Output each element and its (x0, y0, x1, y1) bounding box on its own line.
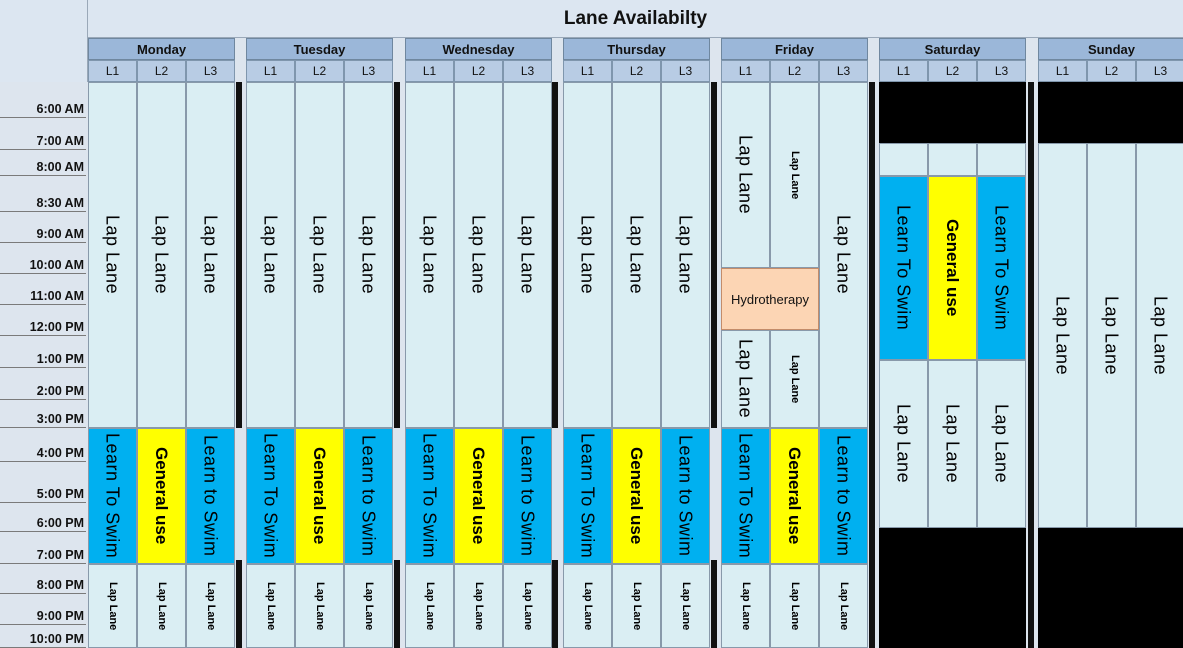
learn-to-swim-block (977, 176, 1026, 360)
block-label: Learn To Swim (893, 205, 914, 331)
block-label: Lap Lane (942, 404, 963, 484)
learn-to-swim-block (88, 428, 137, 564)
day-name: Friday (774, 41, 814, 57)
block-label: Lap Lane (789, 354, 801, 404)
lap-lane-block (770, 564, 819, 648)
lap-lane-block (819, 564, 868, 648)
lap-lane-block (503, 82, 552, 428)
lap-lane-block (721, 564, 770, 648)
block-label: General use (627, 447, 646, 545)
day-separator (394, 82, 400, 428)
lap-lane-block (186, 82, 235, 428)
lap-lane-block (770, 82, 819, 268)
block-label: Lap Lane (205, 581, 217, 631)
lap-lane-block (612, 82, 661, 428)
lap-lane-block (405, 82, 454, 428)
block-label: Lap Lane (151, 215, 172, 295)
lane-header (819, 60, 868, 82)
block-label: Lap Lane (424, 581, 436, 631)
block-label: Learn To Swim (577, 433, 598, 559)
learn-to-swim-block (819, 428, 868, 564)
day-separator (869, 82, 875, 648)
lane-header (295, 60, 344, 82)
block-label: Lap Lane (577, 215, 598, 295)
lane-name: L3 (994, 64, 1009, 78)
day-header-wednesday (405, 38, 552, 60)
lap-lane-block (563, 82, 612, 428)
block-label: Lap Lane (363, 581, 375, 631)
block-label: Lap Lane (789, 150, 801, 200)
day-name: Saturday (924, 41, 981, 57)
lap-lane-block (879, 360, 928, 528)
block-label: Learn to Swim (358, 435, 379, 557)
time-text: 4:00 PM (36, 446, 84, 460)
block-label: Learn To Swim (735, 433, 756, 559)
time-label (0, 626, 86, 648)
time-text: 9:00 AM (36, 227, 84, 241)
block-label: Learn To Swim (991, 205, 1012, 331)
lane-header (246, 60, 295, 82)
general-use-block (137, 428, 186, 564)
time-text: 5:00 PM (36, 487, 84, 501)
time-text: 8:00 AM (36, 160, 84, 174)
time-row-line (0, 427, 86, 428)
lane-name: L1 (1055, 64, 1070, 78)
day-header-saturday (879, 38, 1026, 60)
time-row-line (0, 461, 86, 462)
lane-name: L2 (471, 64, 486, 78)
lap-lane-block (88, 564, 137, 648)
block-label: Lap Lane (1101, 295, 1122, 376)
lane-header (1038, 60, 1087, 82)
time-row-line (0, 149, 86, 150)
learn-to-swim-block (186, 428, 235, 564)
closed-block (1038, 528, 1183, 648)
learn-to-swim-block (246, 428, 295, 564)
block-label: General use (310, 447, 329, 545)
block-label: Lap Lane (735, 339, 756, 419)
time-text: 1:00 PM (36, 352, 84, 366)
lap-lane-block (246, 564, 295, 648)
day-header-monday (88, 38, 235, 60)
general-use-block (928, 176, 977, 360)
lane-name: L3 (520, 64, 535, 78)
lap-lane-block (819, 82, 868, 428)
lap-lane-block (563, 564, 612, 648)
lane-header (661, 60, 710, 82)
day-separator (236, 82, 242, 428)
day-name: Thursday (607, 41, 666, 57)
time-row-line (0, 335, 86, 336)
time-label (0, 565, 86, 594)
time-row-line (0, 367, 86, 368)
block-label: Lap Lane (680, 581, 692, 631)
block-label: Lap Lane (309, 215, 330, 295)
lane-name: L3 (836, 64, 851, 78)
block-label: Lap Lane (626, 215, 647, 295)
time-text: 7:00 PM (36, 548, 84, 562)
lane-name: L3 (361, 64, 376, 78)
time-row-line (0, 242, 86, 243)
time-row-line (0, 273, 86, 274)
block-label: Lap Lane (582, 581, 594, 631)
block-label: Lap Lane (1150, 295, 1171, 376)
time-row-line (0, 117, 86, 118)
time-row-line (0, 593, 86, 594)
time-text: 10:00 AM (29, 258, 84, 272)
block-label: Lap Lane (517, 215, 538, 295)
sheet-title (88, 0, 1183, 38)
lane-header (186, 60, 235, 82)
lap-lane-block (503, 564, 552, 648)
time-row-line (0, 531, 86, 532)
sheet-title-text: Lane Availabilty (563, 7, 708, 29)
day-separator (552, 82, 558, 428)
learn-to-swim-block (405, 428, 454, 564)
lane-header (503, 60, 552, 82)
lane-header (344, 60, 393, 82)
lap-lane-block (928, 360, 977, 528)
lap-lane-block (879, 143, 928, 176)
lane-name: L1 (263, 64, 278, 78)
lane-header (137, 60, 186, 82)
time-row-line (0, 304, 86, 305)
lap-lane-block (721, 330, 770, 428)
lap-lane-block (454, 82, 503, 428)
block-label: Lap Lane (260, 215, 281, 295)
lap-lane-block (928, 143, 977, 176)
time-label (0, 429, 86, 462)
lane-name: L2 (1104, 64, 1119, 78)
lap-lane-block (661, 82, 710, 428)
lane-name: L1 (738, 64, 753, 78)
day-separator (236, 560, 242, 648)
lane-name: L3 (203, 64, 218, 78)
time-text: 3:00 PM (36, 412, 84, 426)
block-label: General use (785, 447, 804, 545)
block-label: Learn to Swim (200, 435, 221, 557)
day-header-friday (721, 38, 868, 60)
time-text: 8:00 PM (36, 578, 84, 592)
lane-header (879, 60, 928, 82)
time-label (0, 401, 86, 428)
lane-header (770, 60, 819, 82)
day-separator (711, 560, 717, 648)
lane-name: L3 (678, 64, 693, 78)
day-separator (1028, 82, 1034, 648)
block-label: General use (152, 447, 171, 545)
time-label (0, 369, 86, 400)
lap-lane-block (1087, 143, 1136, 528)
block-label: Lap Lane (740, 581, 752, 631)
time-label (0, 306, 86, 336)
time-label (0, 244, 86, 274)
day-name: Monday (136, 41, 187, 57)
block-label: Learn to Swim (517, 435, 538, 557)
block-label: Learn to Swim (675, 435, 696, 557)
block-label: Lap Lane (473, 581, 485, 631)
time-text: 6:00 AM (36, 102, 84, 116)
block-label: Learn To Swim (419, 433, 440, 559)
lap-lane-block (977, 360, 1026, 528)
lane-header (1136, 60, 1183, 82)
block-label: Lap Lane (107, 581, 119, 631)
learn-to-swim-block (661, 428, 710, 564)
learn-to-swim-block (503, 428, 552, 564)
time-row-line (0, 563, 86, 564)
general-use-block (770, 428, 819, 564)
block-label: Lap Lane (468, 215, 489, 295)
time-label (0, 595, 86, 625)
block-label: Lap Lane (893, 404, 914, 484)
day-name: Wednesday (442, 41, 515, 57)
lap-lane-block (405, 564, 454, 648)
lane-name: L1 (422, 64, 437, 78)
closed-block (879, 82, 1026, 143)
lap-lane-block (1136, 143, 1183, 528)
closed-block (879, 528, 1026, 648)
time-text: 2:00 PM (36, 384, 84, 398)
day-name: Tuesday (293, 41, 346, 57)
lane-name: L1 (105, 64, 120, 78)
block-label: Lap Lane (838, 581, 850, 631)
time-row-line (0, 211, 86, 212)
lane-header (977, 60, 1026, 82)
lane-name: L2 (945, 64, 960, 78)
lane-name: L1 (580, 64, 595, 78)
time-label (0, 275, 86, 305)
time-text: 8:30 AM (36, 196, 84, 210)
lap-lane-block (137, 82, 186, 428)
lane-name: L2 (787, 64, 802, 78)
block-label: Lap Lane (156, 581, 168, 631)
time-label (0, 213, 86, 243)
lane-name: L2 (312, 64, 327, 78)
time-label (0, 533, 86, 564)
block-label: Lap Lane (1052, 295, 1073, 376)
general-use-block (612, 428, 661, 564)
lap-lane-block (454, 564, 503, 648)
lap-lane-block (137, 564, 186, 648)
block-label: Learn to Swim (833, 435, 854, 557)
block-label: Lap Lane (735, 135, 756, 215)
lane-name: L1 (896, 64, 911, 78)
learn-to-swim-block (879, 176, 928, 360)
time-text: 11:00 AM (30, 289, 84, 303)
day-separator (394, 560, 400, 648)
block-label: Lap Lane (265, 581, 277, 631)
day-separator (552, 560, 558, 648)
time-row-line (0, 399, 86, 400)
time-row-line (0, 502, 86, 503)
lap-lane-block (344, 82, 393, 428)
time-text: 12:00 PM (29, 320, 84, 334)
lane-name: L3 (1153, 64, 1168, 78)
day-separator (711, 82, 717, 428)
lane-name: L2 (629, 64, 644, 78)
hydrotherapy-block (721, 268, 819, 330)
lap-lane-block (295, 82, 344, 428)
block-label: Lap Lane (833, 215, 854, 295)
block-label: Learn To Swim (102, 433, 123, 559)
time-row-line (0, 175, 86, 176)
lane-header (405, 60, 454, 82)
time-label (0, 463, 86, 503)
learn-to-swim-block (563, 428, 612, 564)
day-header-tuesday (246, 38, 393, 60)
block-label: Hydrotherapy (730, 291, 810, 307)
lane-header (721, 60, 770, 82)
time-row-line (0, 624, 86, 625)
time-label (0, 337, 86, 368)
lane-header (88, 60, 137, 82)
time-text: 6:00 PM (36, 516, 84, 530)
lap-lane-block (661, 564, 710, 648)
lap-lane-block (186, 564, 235, 648)
block-label: Lap Lane (200, 215, 221, 295)
time-label (0, 504, 86, 532)
learn-to-swim-block (721, 428, 770, 564)
time-text: 9:00 PM (36, 609, 84, 623)
lane-header (563, 60, 612, 82)
lap-lane-block (612, 564, 661, 648)
lap-lane-block (770, 330, 819, 428)
block-label: Learn To Swim (260, 433, 281, 559)
time-text: 10:00 PM (29, 632, 84, 646)
header-corner (0, 0, 88, 82)
lane-header (1087, 60, 1136, 82)
general-use-block (454, 428, 503, 564)
time-text: 7:00 AM (36, 134, 84, 148)
lap-lane-block (721, 82, 770, 268)
block-label: Lap Lane (314, 581, 326, 631)
lap-lane-block (246, 82, 295, 428)
lap-lane-block (88, 82, 137, 428)
time-label (0, 83, 86, 118)
time-label (0, 177, 86, 212)
day-name: Sunday (1088, 41, 1135, 57)
day-header-thursday (563, 38, 710, 60)
learn-to-swim-block (344, 428, 393, 564)
lane-header (612, 60, 661, 82)
block-label: Lap Lane (358, 215, 379, 295)
lane-header (454, 60, 503, 82)
block-label: Lap Lane (522, 581, 534, 631)
block-label: General use (469, 447, 488, 545)
lap-lane-block (1038, 143, 1087, 528)
block-label: Lap Lane (631, 581, 643, 631)
block-label: Lap Lane (419, 215, 440, 295)
block-label: Lap Lane (789, 581, 801, 631)
lap-lane-block (977, 143, 1026, 176)
day-header-sunday (1038, 38, 1183, 60)
block-label: General use (943, 219, 962, 317)
lap-lane-block (295, 564, 344, 648)
block-label: Lap Lane (991, 404, 1012, 484)
time-label (0, 151, 86, 176)
block-label: Lap Lane (102, 215, 123, 295)
time-label (0, 119, 86, 150)
general-use-block (295, 428, 344, 564)
lap-lane-block (344, 564, 393, 648)
lane-header (928, 60, 977, 82)
closed-block (1038, 82, 1183, 143)
block-label: Lap Lane (675, 215, 696, 295)
lane-name: L2 (154, 64, 169, 78)
